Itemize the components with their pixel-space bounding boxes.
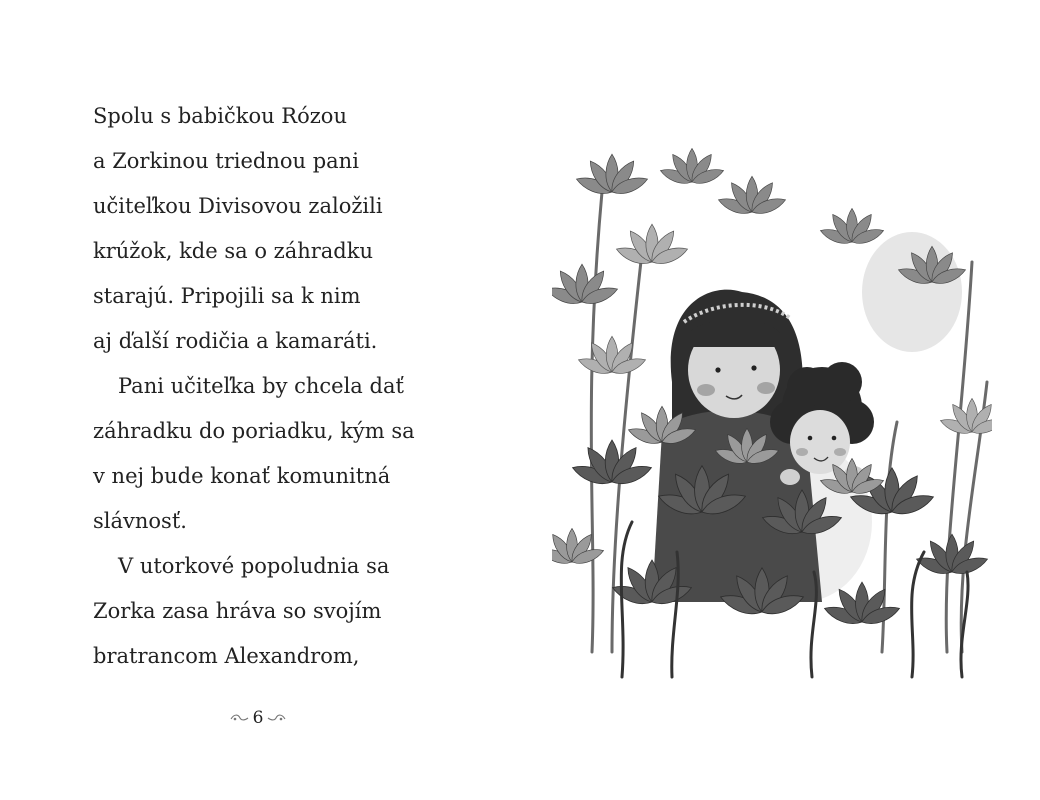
illustration-girls-in-leaves bbox=[552, 132, 992, 684]
text-line: bratrancom Alexandrom, bbox=[93, 644, 360, 668]
text-line: starajú. Pripojili sa k nim bbox=[93, 284, 361, 308]
text-line: V utorkové popoludnia sa bbox=[118, 554, 390, 578]
text-line: záhradku do poriadku, kým sa bbox=[93, 419, 415, 443]
text-line: krúžok, kde sa o záhradku bbox=[93, 239, 373, 263]
body-text bbox=[93, 94, 553, 679]
flourish-left-icon bbox=[230, 712, 250, 724]
text-line: v nej bude konať komunitná bbox=[93, 464, 391, 488]
text-line: slávnosť. bbox=[93, 509, 187, 533]
text-line: a Zorkinou triednou pani bbox=[93, 149, 359, 173]
flourish-right-icon bbox=[266, 712, 286, 724]
text-line: aj ďalší rodičia a kamaráti. bbox=[93, 329, 378, 353]
text-line: učiteľkou Divisovou založili bbox=[93, 194, 383, 218]
girls-in-leaves-icon bbox=[552, 132, 992, 684]
page-number-text: 6 bbox=[252, 708, 264, 728]
text-line: Zorka zasa hráva so svojím bbox=[93, 599, 382, 623]
text-line: Pani učiteľka by chcela dať bbox=[118, 374, 404, 398]
text-line: Spolu s babičkou Rózou bbox=[93, 104, 347, 128]
page-number bbox=[228, 704, 288, 732]
